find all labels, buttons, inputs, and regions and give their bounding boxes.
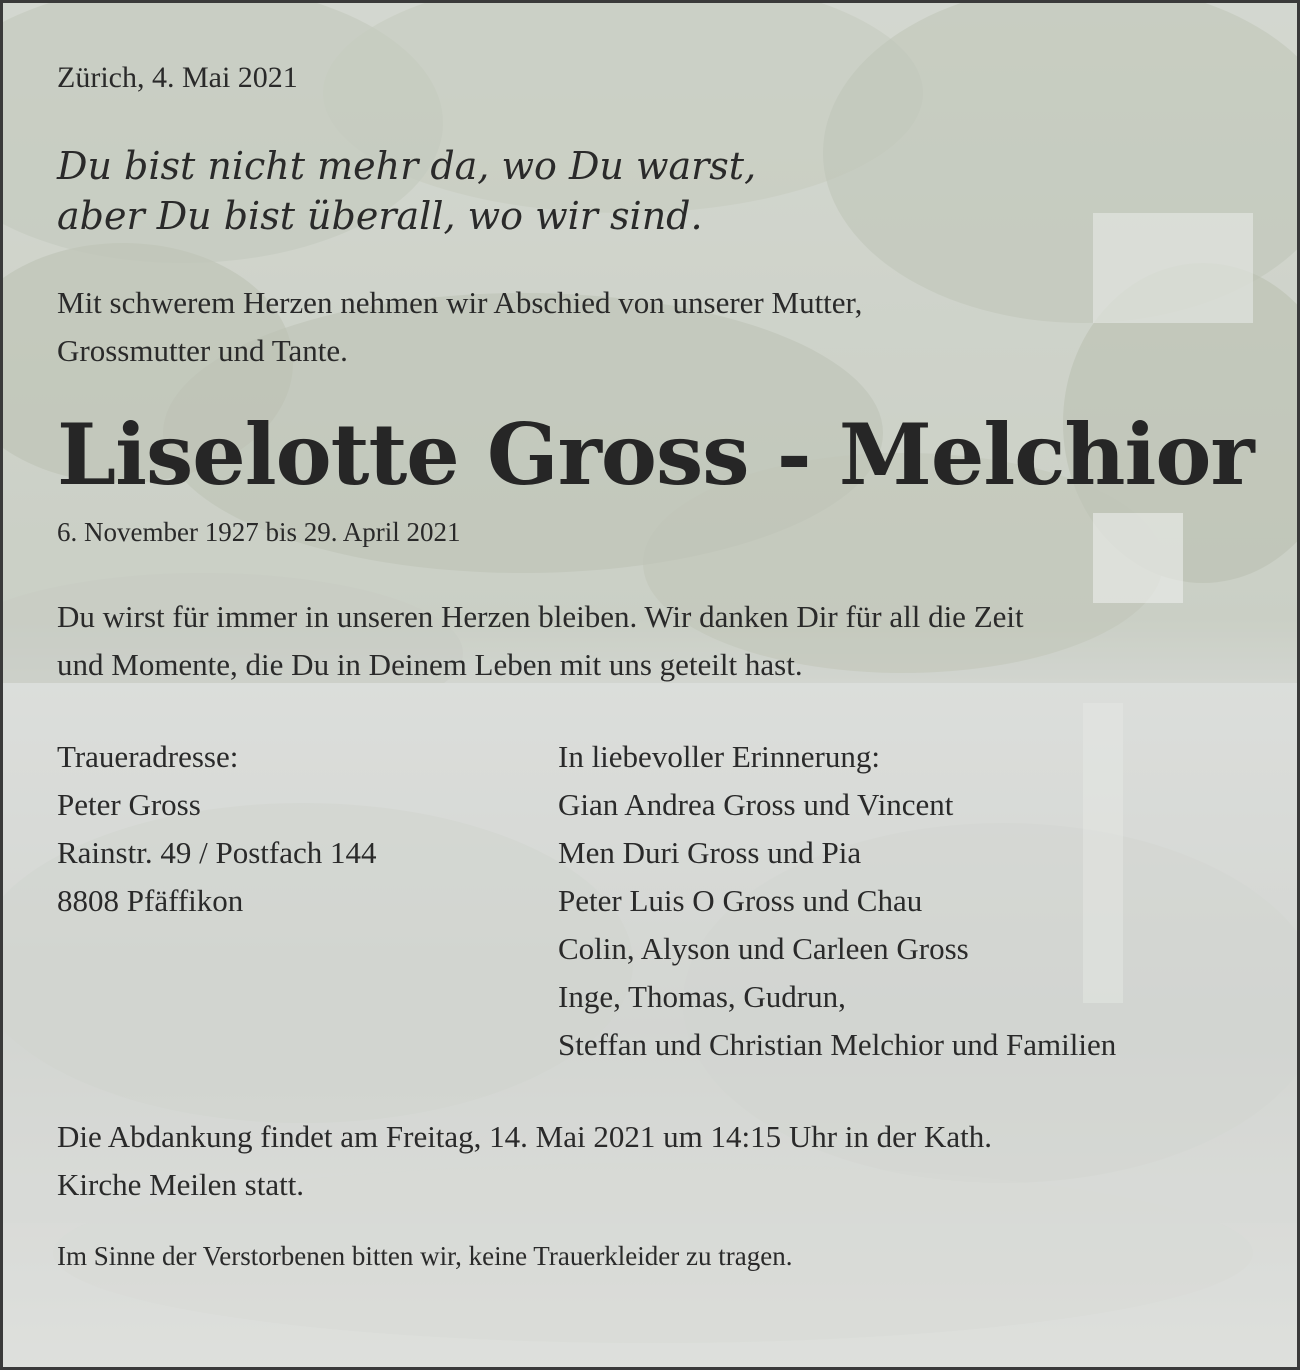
place-date: Zürich, 4. Mai 2021: [57, 61, 298, 94]
family-list: [558, 733, 1116, 1069]
family-line: Steffan und Christian Melchior und Familien: [558, 1027, 1117, 1062]
intro-line: Mit schwerem Herzen nehmen wir Abschied von unserer Mutter,: [57, 285, 863, 320]
intro-text: [57, 279, 862, 375]
family-line: Inge, Thomas, Gudrun,: [558, 979, 846, 1014]
motto-line: Du bist nicht mehr da, wo Du warst,: [57, 144, 757, 188]
family-line: Gian Andrea Gross und Vincent: [558, 787, 954, 822]
motto-quote: [57, 141, 756, 241]
address-heading: Traueradresse:: [57, 739, 239, 774]
family-line: Peter Luis O Gross und Chau: [558, 883, 923, 918]
address-line: 8808 Pfäffikon: [57, 883, 244, 918]
funeral-line: Die Abdankung findet am Freitag, 14. Mai 2021 um 14:15 Uhr in der Kath.: [57, 1119, 993, 1154]
address-line: Peter Gross: [57, 787, 201, 822]
deceased-name: Liselotte Gross - Melchior: [57, 405, 1254, 504]
family-line: Colin, Alyson und Carleen Gross: [558, 931, 969, 966]
mourning-address: [57, 733, 376, 925]
thanks-line: Du wirst für immer in unseren Herzen bleiben. Wir danken Dir für all die Zeit: [57, 599, 1024, 634]
funeral-info: [57, 1113, 992, 1209]
intro-line: Grossmutter und Tante.: [57, 333, 348, 368]
motto-line: aber Du bist überall, wo wir sind.: [57, 194, 703, 238]
family-line: Men Duri Gross und Pia: [558, 835, 862, 870]
thanks-text: [57, 593, 1024, 689]
address-line: Rainstr. 49 / Postfach 144: [57, 835, 377, 870]
funeral-line: Kirche Meilen statt.: [57, 1167, 305, 1202]
thanks-line: und Momente, die Du in Deinem Leben mit uns geteilt hast.: [57, 647, 803, 682]
dress-request: Im Sinne der Verstorbenen bitten wir, keine Trauerkleider zu tragen.: [57, 1241, 793, 1271]
lifespan-dates: 6. November 1927 bis 29. April 2021: [57, 517, 461, 547]
family-heading: In liebevoller Erinnerung:: [558, 739, 880, 774]
